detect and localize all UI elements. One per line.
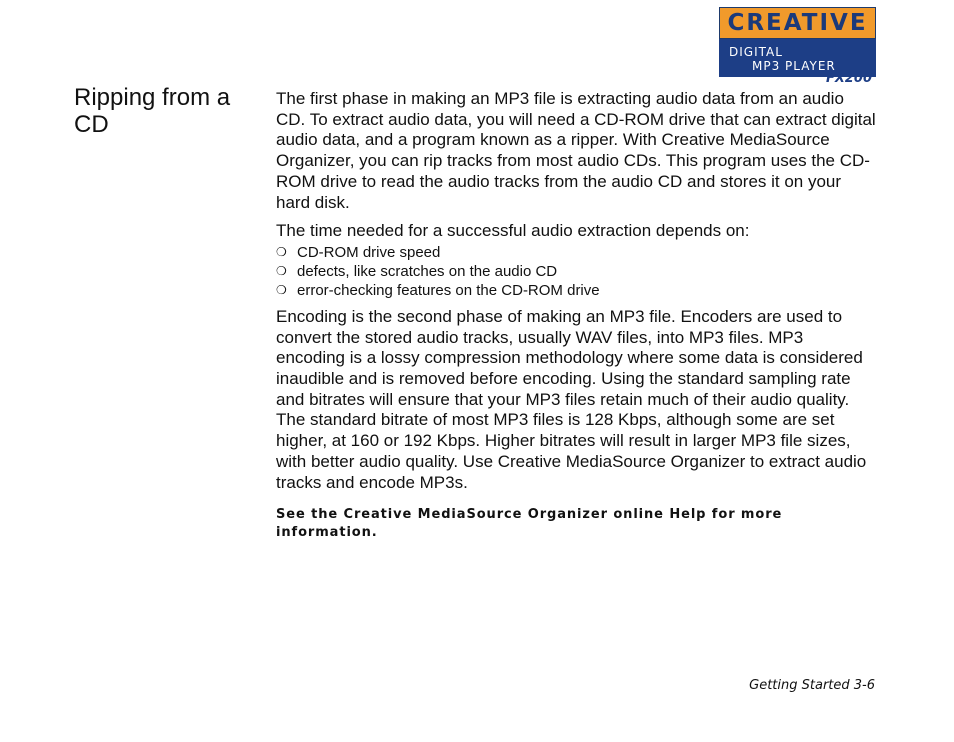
bullet-circle-icon: ❍ <box>276 244 287 259</box>
section-heading: Ripping from a CD <box>74 84 231 138</box>
logo-line-digital: DIGITAL <box>729 45 783 59</box>
section-body <box>276 89 876 542</box>
list-item-text: defects, like scratches on the audio CD <box>297 262 558 280</box>
paragraph-extraction-factors: The time needed for a successful audio extraction depends on: <box>276 221 750 241</box>
page-footer: Getting Started 3-6 <box>749 678 875 693</box>
logo-line-mp3-player: MP3 PLAYER <box>752 59 836 73</box>
list-item <box>276 281 876 300</box>
logo-model: FX200 <box>825 71 872 86</box>
bullet-circle-icon: ❍ <box>276 282 287 297</box>
paragraph-ripping: The first phase in making an MP3 file is extracting audio data from an audio CD. To extract audio data, you will need a CD-ROM drive that can extract digital audio data, and a program known as a ripper. With Creative MediaSource Organizer, you can rip tracks from most audio CDs. This program uses the CD-ROM drive to read the audio tracks from the audio CD and stores it on your hard disk. <box>276 89 876 212</box>
list-item-text: CD-ROM drive speed <box>297 243 441 261</box>
logo-brand: CREATIVE <box>719 7 876 39</box>
paragraph-encoding: Encoding is the second phase of making an MP3 file. Encoders are used to convert the stored audio tracks, usually WAV files, into MP3 files. MP3 encoding is a lossy compression methodology where some data is considered inaudible and is removed before encoding. Using the standard sampling rate and bitrates will ensure that your MP3 files retain much of their audio quality. The standard bitrate of most MP3 files is 128 Kbps, although some are set higher, at 160 or 192 Kbps. Higher bitrates will result in larger MP3 file sizes, with better audio quality. Use Creative MediaSource Organizer to extract audio tracks and encode MP3s. <box>276 306 867 492</box>
list-item <box>276 262 876 281</box>
bullet-circle-icon: ❍ <box>276 263 287 278</box>
help-note: See the Creative MediaSource Organizer online Help for more information. <box>276 507 783 541</box>
list-item <box>276 243 876 262</box>
creative-logo <box>719 7 876 86</box>
list-item-text: error-checking features on the CD-ROM drive <box>297 281 600 299</box>
bullet-list <box>276 243 876 300</box>
